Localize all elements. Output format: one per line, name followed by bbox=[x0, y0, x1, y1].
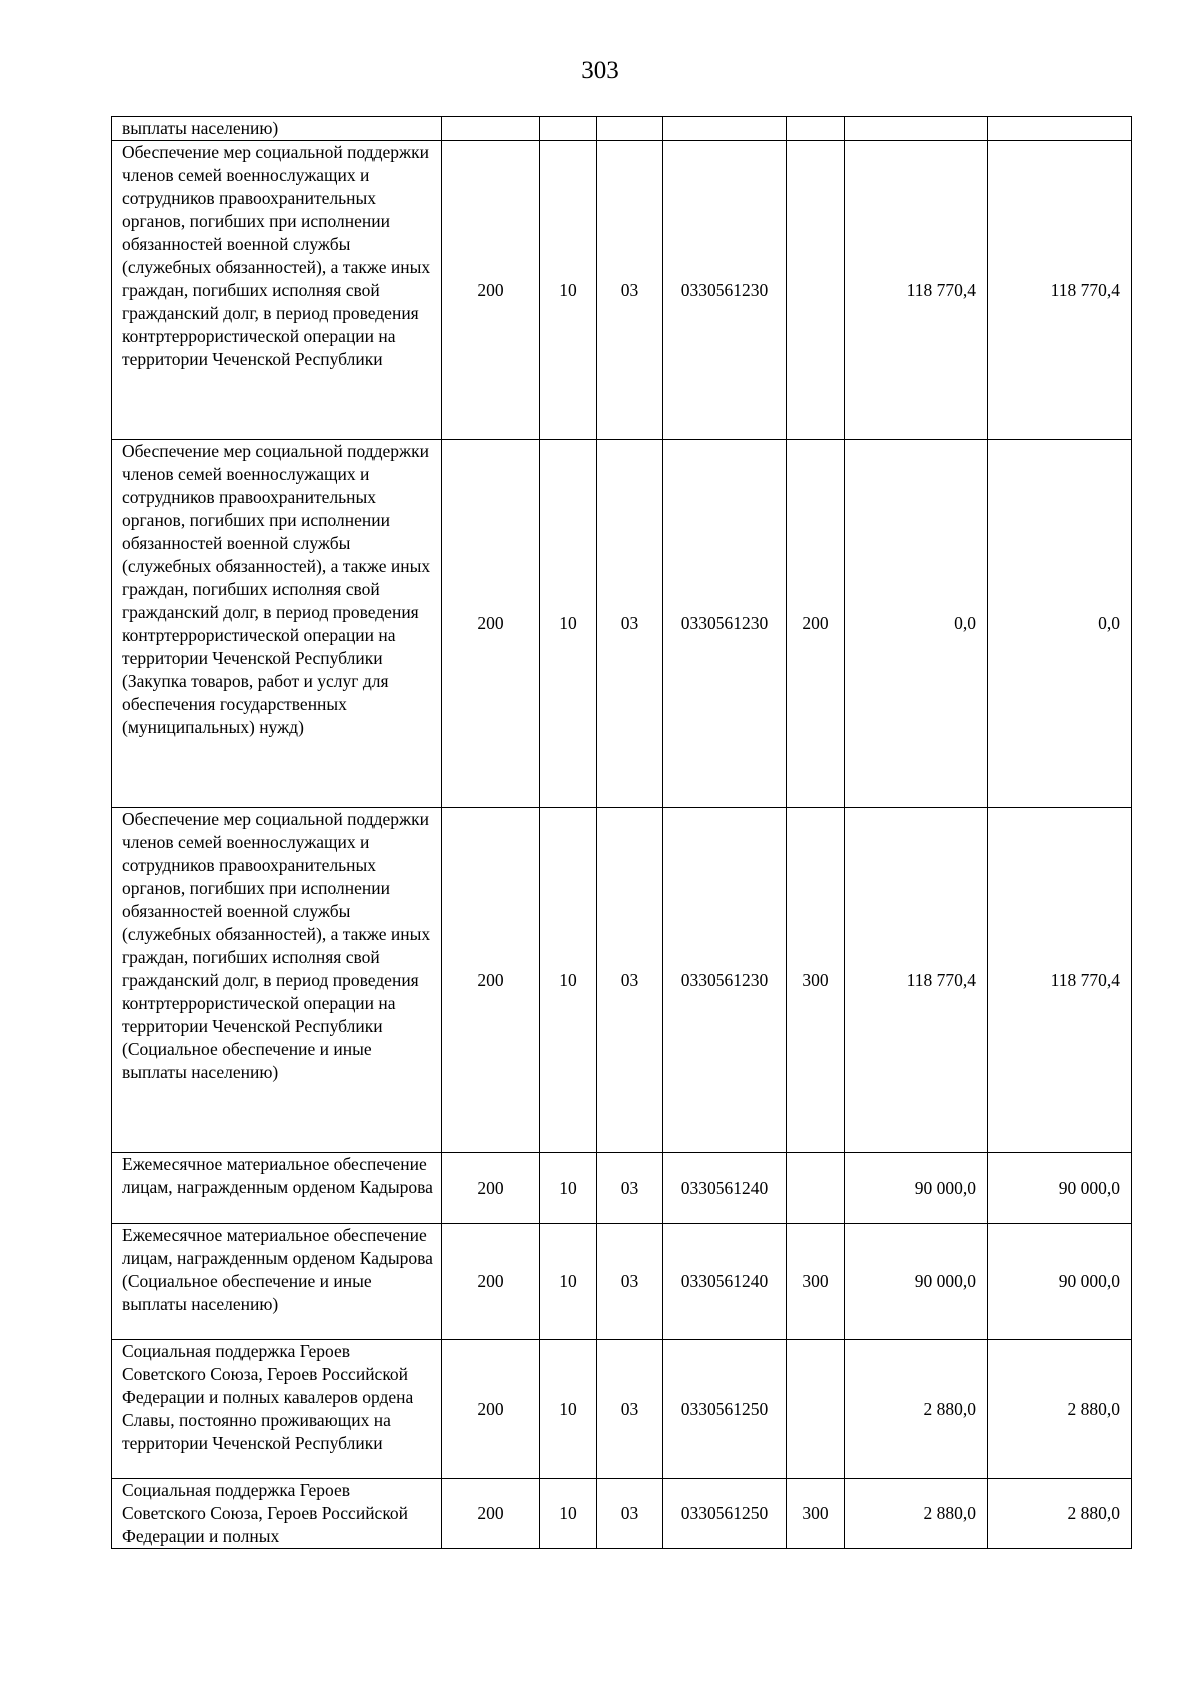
section-code bbox=[540, 117, 597, 141]
row-name: Обеспечение мер социальной поддержки членов семей военнослужащих и сотрудников правоохранительных органов, погибших при исполнении обязанностей военной службы (служебных обязанностей), а также иных граждан, погибших исполняя свой гражданский долг, в период проведения контртеррористической операции на территории Чеченской Республики (Социальное обеспечение и иные выплаты населению) bbox=[112, 808, 442, 1153]
ministry-code bbox=[442, 117, 540, 141]
amount-1: 118 770,4 bbox=[845, 141, 988, 440]
ministry-code: 200 bbox=[442, 1224, 540, 1340]
table-row bbox=[112, 117, 1132, 141]
amount-1: 118 770,4 bbox=[845, 808, 988, 1153]
table-row bbox=[112, 440, 1132, 808]
expense-type-code: 300 bbox=[787, 1224, 845, 1340]
row-name: Ежемесячное материальное обеспечение лицам, награжденным орденом Кадырова (Социальное обеспечение и иные выплаты населению) bbox=[112, 1224, 442, 1340]
expense-type-code bbox=[787, 141, 845, 440]
table-row bbox=[112, 1224, 1132, 1340]
section-code: 10 bbox=[540, 808, 597, 1153]
target-code: 0330561230 bbox=[663, 808, 787, 1153]
amount-2: 0,0 bbox=[988, 440, 1132, 808]
table-row bbox=[112, 1479, 1132, 1549]
subsection-code: 03 bbox=[597, 1153, 663, 1224]
amount-2: 2 880,0 bbox=[988, 1479, 1132, 1549]
ministry-code: 200 bbox=[442, 141, 540, 440]
amount-2: 2 880,0 bbox=[988, 1340, 1132, 1479]
expense-type-code bbox=[787, 1340, 845, 1479]
table-row bbox=[112, 1153, 1132, 1224]
section-code: 10 bbox=[540, 1340, 597, 1479]
row-name: Обеспечение мер социальной поддержки членов семей военнослужащих и сотрудников правоохранительных органов, погибших при исполнении обязанностей военной службы (служебных обязанностей), а также иных граждан, погибших исполняя свой гражданский долг, в период проведения контртеррористической операции на территории Чеченской Республики (Закупка товаров, работ и услуг для обеспечения государственных (муниципальных) нужд) bbox=[112, 440, 442, 808]
ministry-code: 200 bbox=[442, 440, 540, 808]
section-code: 10 bbox=[540, 1153, 597, 1224]
expense-type-code: 200 bbox=[787, 440, 845, 808]
subsection-code: 03 bbox=[597, 141, 663, 440]
ministry-code: 200 bbox=[442, 1340, 540, 1479]
amount-1: 2 880,0 bbox=[845, 1479, 988, 1549]
amount-2: 118 770,4 bbox=[988, 141, 1132, 440]
amount-1: 90 000,0 bbox=[845, 1153, 988, 1224]
section-code: 10 bbox=[540, 1479, 597, 1549]
target-code: 0330561250 bbox=[663, 1340, 787, 1479]
ministry-code: 200 bbox=[442, 1479, 540, 1549]
table-row bbox=[112, 141, 1132, 440]
budget-table bbox=[111, 116, 1132, 1549]
amount-2: 118 770,4 bbox=[988, 808, 1132, 1153]
target-code: 0330561250 bbox=[663, 1479, 787, 1549]
ministry-code: 200 bbox=[442, 1153, 540, 1224]
row-name: выплаты населению) bbox=[112, 117, 442, 141]
subsection-code: 03 bbox=[597, 1340, 663, 1479]
amount-1: 2 880,0 bbox=[845, 1340, 988, 1479]
amount-1 bbox=[845, 117, 988, 141]
row-name: Обеспечение мер социальной поддержки членов семей военнослужащих и сотрудников правоохранительных органов, погибших при исполнении обязанностей военной службы (служебных обязанностей), а также иных граждан, погибших исполняя свой гражданский долг, в период проведения контртеррористической операции на территории Чеченской Республики bbox=[112, 141, 442, 440]
ministry-code: 200 bbox=[442, 808, 540, 1153]
expense-type-code: 300 bbox=[787, 1479, 845, 1549]
section-code: 10 bbox=[540, 440, 597, 808]
section-code: 10 bbox=[540, 1224, 597, 1340]
target-code: 0330561230 bbox=[663, 141, 787, 440]
expense-type-code bbox=[787, 117, 845, 141]
subsection-code: 03 bbox=[597, 1224, 663, 1340]
subsection-code: 03 bbox=[597, 440, 663, 808]
amount-1: 0,0 bbox=[845, 440, 988, 808]
table-row bbox=[112, 1340, 1132, 1479]
row-name: Социальная поддержка Героев Советского Союза, Героев Российской Федерации и полных кавалеров ордена Славы, постоянно проживающих на территории Чеченской Республики bbox=[112, 1340, 442, 1479]
amount-2: 90 000,0 bbox=[988, 1224, 1132, 1340]
amount-2: 90 000,0 bbox=[988, 1153, 1132, 1224]
row-name: Социальная поддержка Героев Советского Союза, Героев Российской Федерации и полных bbox=[112, 1479, 442, 1549]
subsection-code: 03 bbox=[597, 808, 663, 1153]
expense-type-code bbox=[787, 1153, 845, 1224]
page-number: 303 bbox=[581, 57, 619, 84]
target-code: 0330561240 bbox=[663, 1224, 787, 1340]
target-code bbox=[663, 117, 787, 141]
target-code: 0330561240 bbox=[663, 1153, 787, 1224]
amount-1: 90 000,0 bbox=[845, 1224, 988, 1340]
expense-type-code: 300 bbox=[787, 808, 845, 1153]
section-code: 10 bbox=[540, 141, 597, 440]
row-name: Ежемесячное материальное обеспечение лицам, награжденным орденом Кадырова bbox=[112, 1153, 442, 1224]
subsection-code bbox=[597, 117, 663, 141]
table-row bbox=[112, 808, 1132, 1153]
target-code: 0330561230 bbox=[663, 440, 787, 808]
amount-2 bbox=[988, 117, 1132, 141]
subsection-code: 03 bbox=[597, 1479, 663, 1549]
